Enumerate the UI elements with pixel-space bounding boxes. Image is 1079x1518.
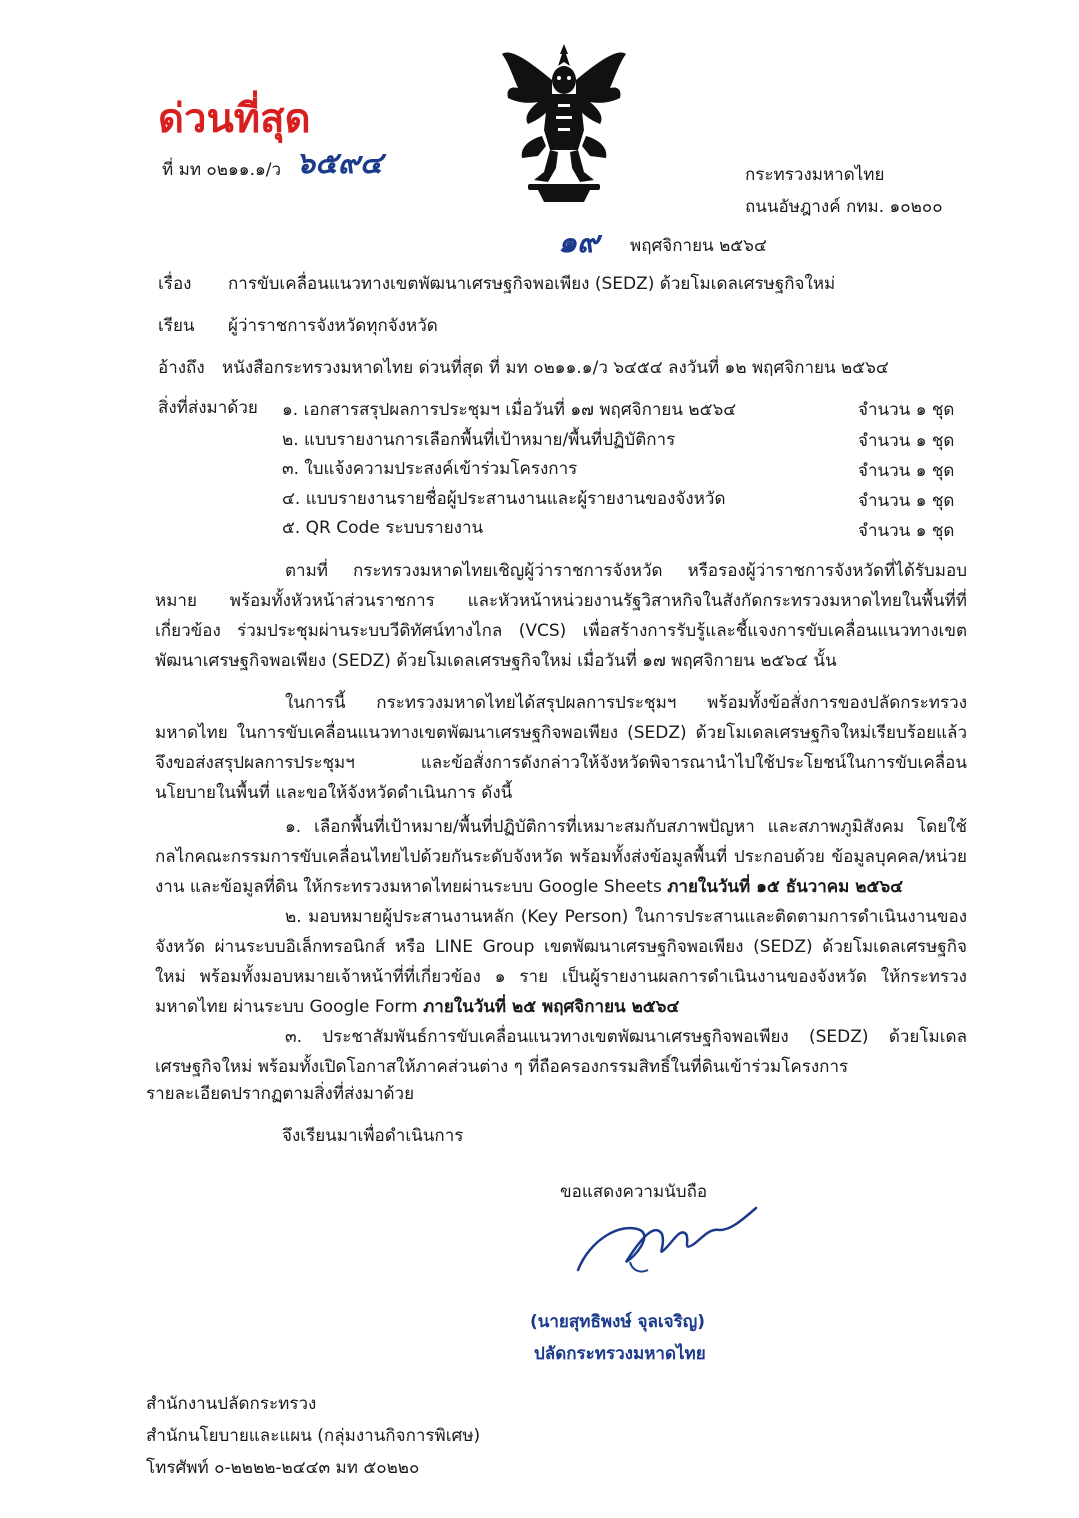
closing-line: ขอแสดงความนับถือ <box>560 1182 708 1202</box>
organization-name: กระทรวงมหาดไทย <box>745 165 885 185</box>
action-item-1-text: ๑. เลือกพื้นที่เป้าหมาย/พื้นที่ปฏิบัติการที่เหมาะสมกับสภาพปัญหา และสภาพภูมิสังคม โดยใช้กลไกคณะกรรมการขับเคลื่อนไทยไปด้วยกันระดับจังหวัด พร้อมทั้งส่งข้อมูลพื้นที่ ประกอบด้วย ข้อมูลบุคคล/หน่วยงาน และข้อมูลที่ดิน ให้กระทรวงมหาดไทยผ่านระบบ Google Sheets <box>155 817 967 897</box>
footer-division: สำนักนโยบายและแผน (กลุ่มงานกิจการพิเศษ) <box>146 1426 481 1446</box>
to-label: เรียน <box>158 316 195 336</box>
footer-office: สำนักงานปลัดกระทรวง <box>146 1394 317 1414</box>
date-day-handwritten: ๑๙ <box>558 225 600 260</box>
enclosure-quantity: จำนวน ๑ ชุด <box>858 431 955 451</box>
signer-position: ปลัดกระทรวงมหาดไทย <box>534 1344 706 1364</box>
subject-label: เรื่อง <box>158 274 192 294</box>
footer-phone: โทรศัพท์ ๐-๒๒๒๒-๒๔๔๓ มท ๕๐๒๒๐ <box>146 1458 420 1478</box>
date-month-year: พฤศจิกายน ๒๕๖๔ <box>630 236 767 256</box>
enclosure-item: ๑. เอกสารสรุปผลการประชุมฯ เมื่อวันที่ ๑๗ พฤศจิกายน ๒๕๖๔ <box>282 400 737 420</box>
request-line: จึงเรียนมาเพื่อดำเนินการ <box>282 1126 464 1146</box>
handwritten-signature <box>570 1200 760 1280</box>
enclosure-quantity: จำนวน ๑ ชุด <box>858 521 955 541</box>
signer-name: (นายสุทธิพงษ์ จุลเจริญ) <box>530 1312 706 1332</box>
enclosure-quantity: จำนวน ๑ ชุด <box>858 461 955 481</box>
enclosure-item: ๒. แบบรายงานการเลือกพื้นที่เป้าหมาย/พื้นที่ปฏิบัติการ <box>282 430 676 450</box>
action-item-2-text: ๒. มอบหมายผู้ประสานงานหลัก (Key Person) ในการประสานและติดตามการดำเนินงานของจังหวัด ผ่านระบบอิเล็กทรอนิกส์ หรือ LINE Group เขตพัฒนาเศรษฐกิจพอเพียง (SEDZ) ด้วยโมเดลเศรษฐกิจใหม่ พร้อมทั้งมอบหมายเจ้าหน้าที่ที่เกี่ยวข้อง ๑ ราย เป็นผู้รายงานผลการดำเนินงานของจังหวัด ให้กระทรวงมหาดไทย ผ่านระบบ Google Form <box>155 907 967 1017</box>
enclosure-item: ๔. แบบรายงานรายชื่อผู้ประสานงานและผู้รายงานของจังหวัด <box>282 489 726 509</box>
enclosure-quantity: จำนวน ๑ ชุด <box>858 491 955 511</box>
action-item-3: ๓. ประชาสัมพันธ์การขับเคลื่อนแนวทางเขตพัฒนาเศรษฐกิจพอเพียง (SEDZ) ด้วยโมเดลเศรษฐกิจใหม่ พร้อมทั้งเปิดโอกาสให้ภาคส่วนต่าง ๆ ที่ถือครองกรรมสิทธิ์ในที่ดินเข้าร่วมโครงการ <box>155 1027 967 1077</box>
document-number-handwritten: ๖๕๙๔ <box>296 146 383 181</box>
reference-text: หนังสือกระทรวงมหาดไทย ด่วนที่สุด ที่ มท ๐๒๑๑.๑/ว ๖๔๕๔ ลงวันที่ ๑๒ พฤศจิกายน ๒๕๖๔ <box>222 358 889 378</box>
action-item-2-deadline: ภายในวันที่ ๒๕ พฤศจิกายน ๒๕๖๔ <box>423 997 680 1017</box>
reference-label: อ้างถึง <box>158 358 205 378</box>
enclosures-label: สิ่งที่ส่งมาด้วย <box>158 398 258 418</box>
body-paragraph-1: ตามที่ กระทรวงมหาดไทยเชิญผู้ว่าราชการจังหวัด หรือรองผู้ว่าราชการจังหวัดที่ได้รับมอบหมาย พร้อมทั้งหัวหน้าส่วนราชการ และหัวหน้าหน่วยงานรัฐวิสาหกิจในสังกัดกระทรวงมหาดไทยในพื้นที่ที่เกี่ยวข้อง ร่วมประชุมผ่านระบบวีดิทัศน์ทางไกล (VCS) เพื่อสร้างการรับรู้และชี้แจงการขับเคลื่อนแนวทางเขตพัฒนาเศรษฐกิจพอเพียง (SEDZ) ด้วยโมเดลเศรษฐกิจใหม่ เมื่อวันที่ ๑๗ พฤศจิกายน ๒๕๖๔ นั้น <box>155 561 967 671</box>
document-number-label: ที่ มท ๐๒๑๑.๑/ว <box>162 160 282 180</box>
garuda-emblem-icon <box>498 40 630 208</box>
enclosure-item: ๕. QR Code ระบบรายงาน <box>282 518 484 538</box>
body-paragraph-2: ในการนี้ กระทรวงมหาดไทยได้สรุปผลการประชุมฯ พร้อมทั้งข้อสั่งการของปลัดกระทรวงมหาดไทย ในการขับเคลื่อนแนวทางเขตพัฒนาเศรษฐกิจพอเพียง (SEDZ) ด้วยโมเดลเศรษฐกิจใหม่เรียบร้อยแล้ว จึงขอส่งสรุปผลการประชุมฯ และข้อสั่งการดังกล่าวให้จังหวัดพิจารณานำไปใช้ประโยชน์ในการขับเคลื่อนนโยบายในพื้นที่ และขอให้จังหวัดดำเนินการ ดังนี้ <box>155 693 967 803</box>
action-item-1-deadline: ภายในวันที่ ๑๕ ธันวาคม ๒๕๖๔ <box>667 877 904 897</box>
organization-address: ถนนอัษฎางค์ กทม. ๑๐๒๐๐ <box>745 197 943 217</box>
action-item-2 <box>155 902 967 1022</box>
to-text: ผู้ว่าราชการจังหวัดทุกจังหวัด <box>228 316 438 336</box>
enclosure-quantity: จำนวน ๑ ชุด <box>858 400 955 420</box>
action-item-1 <box>155 812 967 902</box>
urgent-stamp: ด่วนที่สุด <box>158 96 311 142</box>
subject-text: การขับเคลื่อนแนวทางเขตพัฒนาเศรษฐกิจพอเพียง (SEDZ) ด้วยโมเดลเศรษฐกิจใหม่ <box>228 274 836 294</box>
enclosure-item: ๓. ใบแจ้งความประสงค์เข้าร่วมโครงการ <box>282 459 578 479</box>
details-note: รายละเอียดปรากฏตามสิ่งที่ส่งมาด้วย <box>146 1084 415 1104</box>
